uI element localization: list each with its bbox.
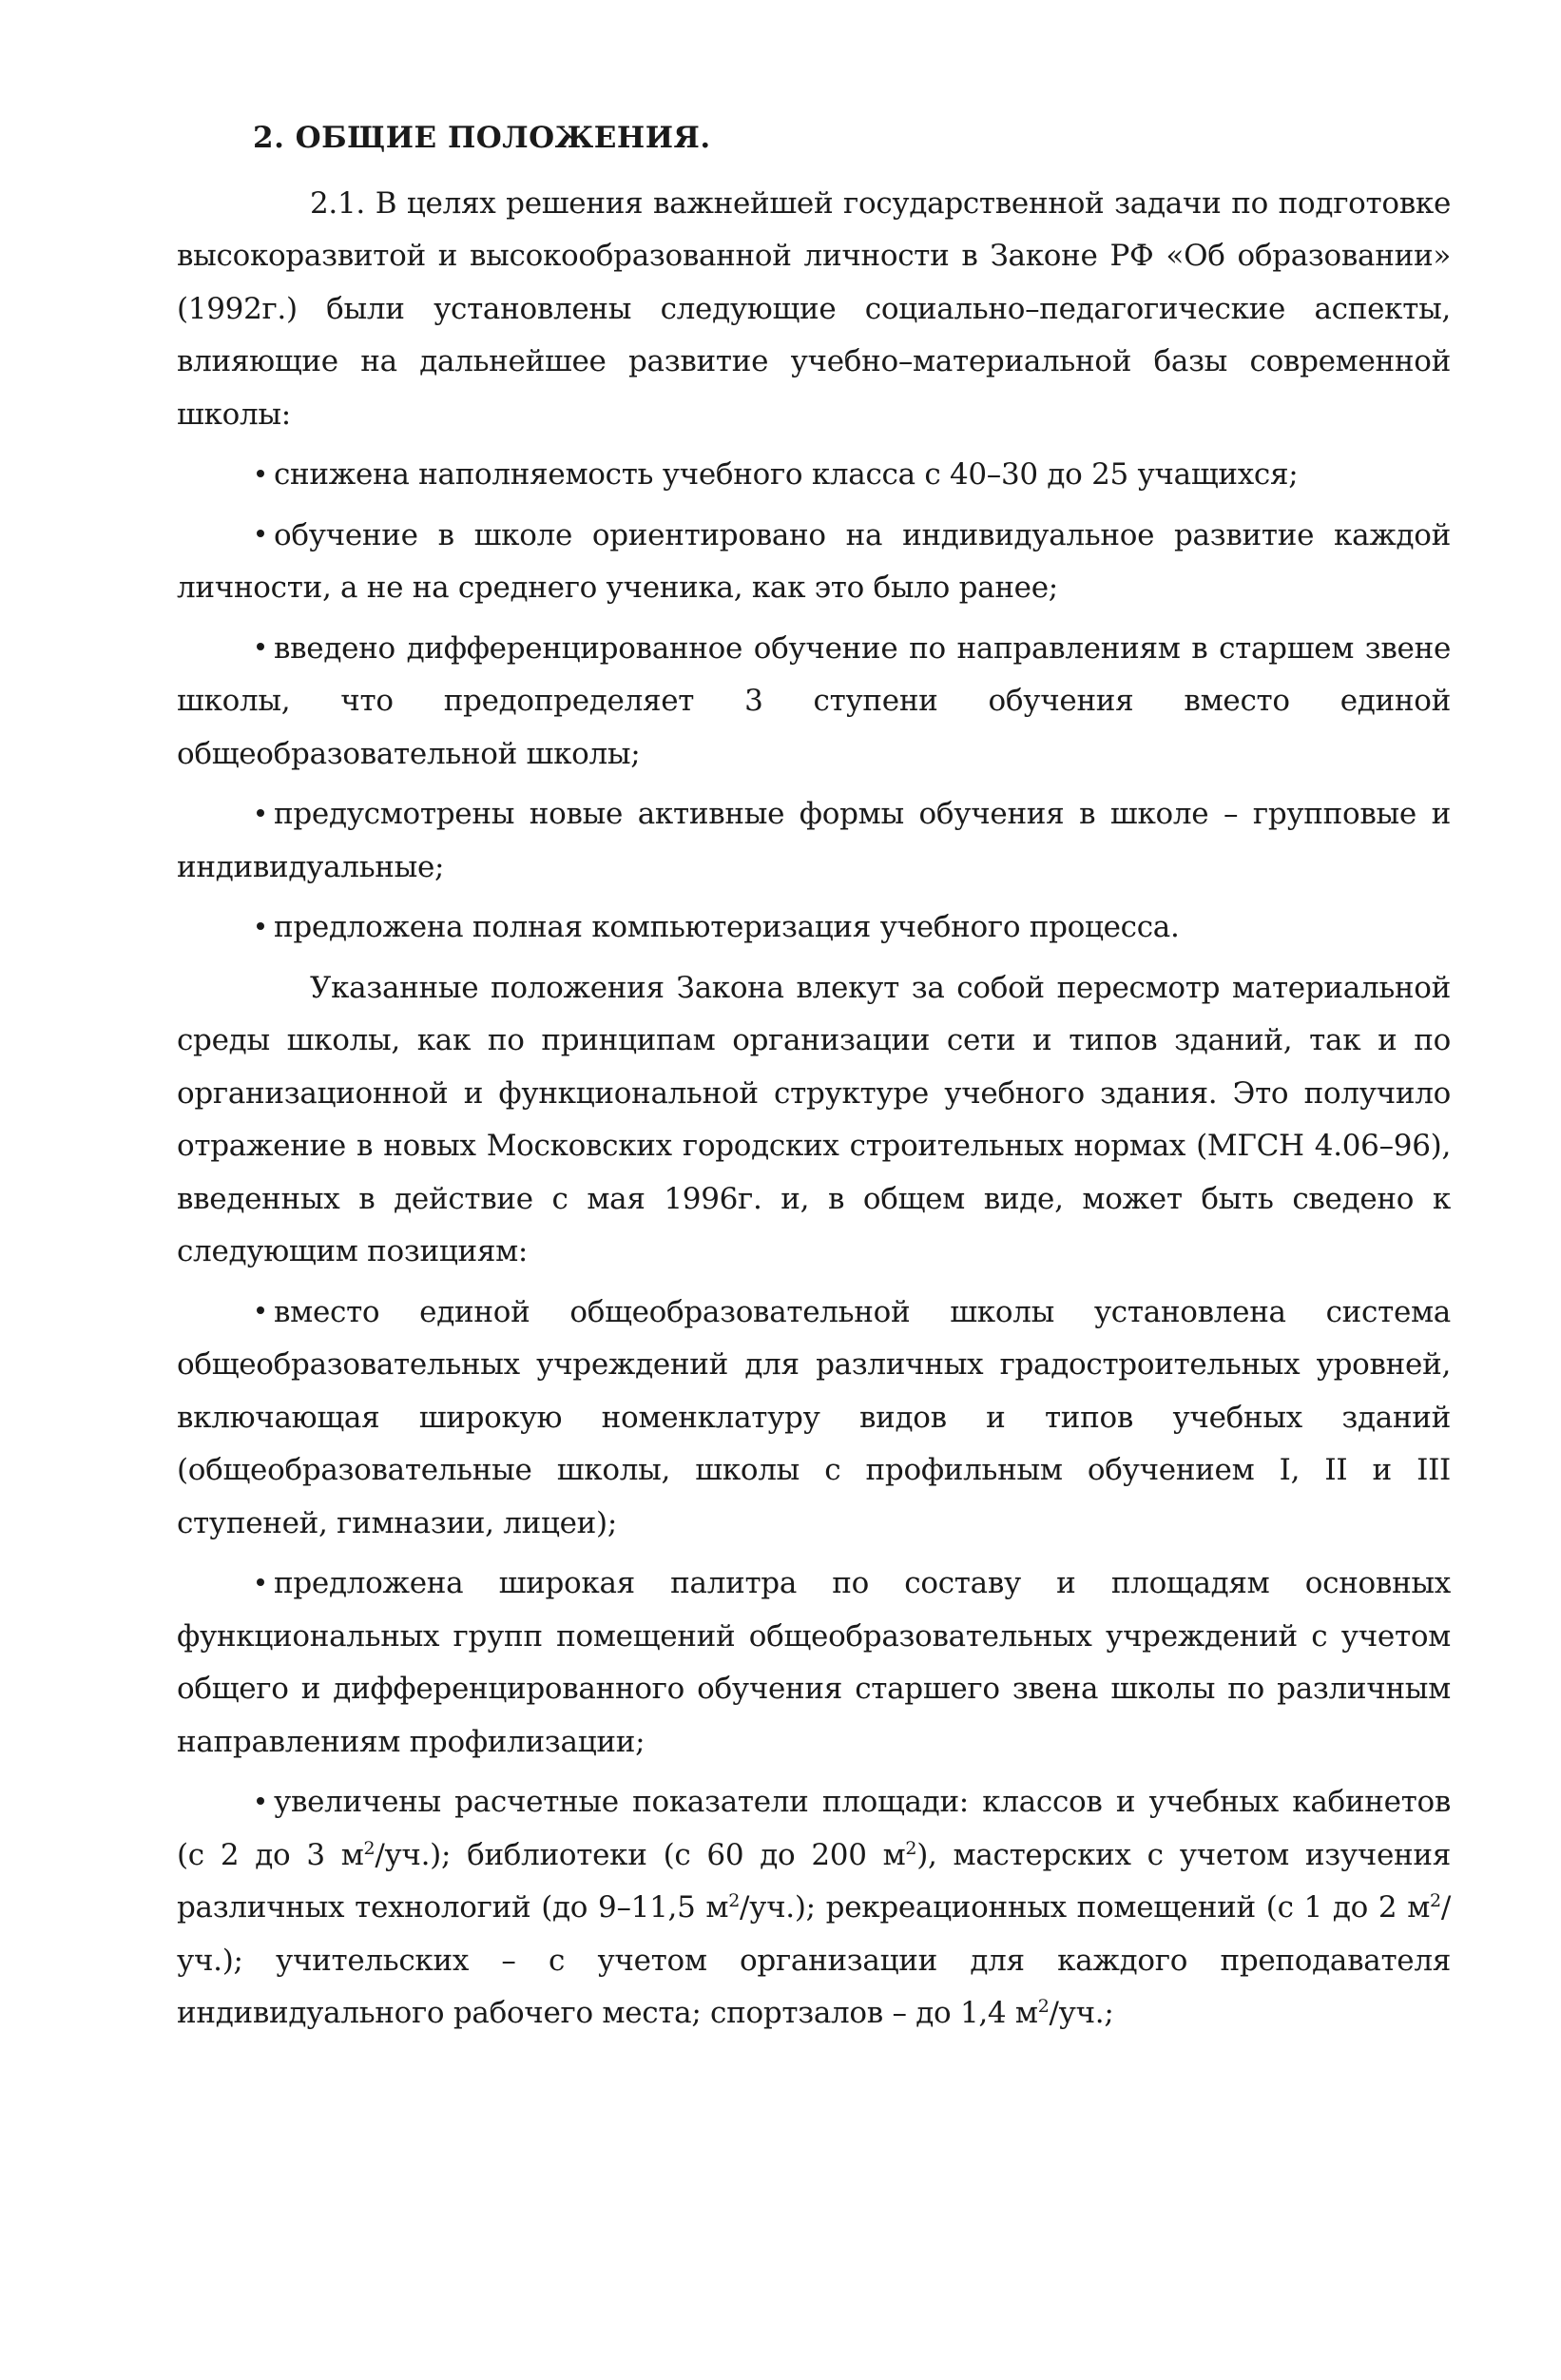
bullet-icon — [257, 470, 264, 477]
list-item-text: обучение в школе ориентировано на индивидуальное развитие каждой личности, а не на среднего ученика, как это было ранее; — [177, 517, 1451, 605]
bullet-icon — [257, 1797, 264, 1805]
list-item — [177, 788, 1451, 894]
list-item-text: снижена наполняемость учебного класса с 40–30 до 25 учащихся; — [274, 457, 1299, 492]
bullet-icon — [257, 530, 264, 537]
list-item-text: /уч.); библиотеки (с 60 до 200 м — [375, 1837, 906, 1872]
standards-paragraph: Указанные положения Закона влекут за собой пересмотр материальной среды школы, как по принципам организации сети и типов зданий, так и по организационной и функциональной структуре учебного здания. Это получило отражение в новых Московских городских строительных нормах (МГСН 4.06–96), введенных в действие с мая 1996г. и, в общем виде, может быть сведено к следующим позициям: — [177, 970, 1451, 1268]
list-item-text: /уч.); рекреационных помещений (с 1 до 2 м — [740, 1890, 1431, 1925]
superscript: 2 — [1430, 1890, 1441, 1911]
list-item-text: увеличены расчетные показатели площади: классов и учебных кабинетов (с 2 до 3 м — [177, 1785, 1451, 1872]
intro-paragraph: 2.1. В целях решения важнейшей государственной задачи по подготовке высокоразвитой и высокообразованной личности в Законе РФ «Об образовании» (1992г.) были установлены следующие социально–педагогические аспекты, влияющие на дальнейшее развитие учебно–материальной базы современной школы: — [177, 185, 1451, 432]
superscript: 2 — [1037, 1996, 1050, 2017]
list-item-text: /уч.; — [1049, 1996, 1114, 2030]
superscript: 2 — [363, 1837, 376, 1859]
bullet-icon — [257, 643, 264, 650]
bullet-icon — [257, 922, 264, 930]
list-item — [177, 1287, 1451, 1551]
list-item-text: предложена широкая палитра по составу и площадям основных функциональных групп помещений общеобразовательных учреждений с учетом общего и дифференцированного обучения старшего звена школы по различным направлениям профилизации; — [177, 1566, 1451, 1759]
list-item-text: вместо единой общеобразовательной школы установлена система общеобразовательных учреждений для различных градостроительных уровней, включающая широкую номенклатуру видов и типов учебных зданий (общеобразовательные школы, школы с профильным обучением I, II и III ступеней, гимназии, лицеи); — [177, 1294, 1451, 1540]
list-item-text: предусмотрены новые активные формы обучения в школе – групповые и индивидуальные; — [177, 797, 1451, 884]
list-item — [177, 1776, 1451, 2041]
list-item-text: /уч.); учительских – с учетом организации для каждого преподавателя индивидуального рабочего места; спортзалов – до 1,4 м — [177, 1890, 1451, 2030]
section-heading: 2. ОБЩИЕ ПОЛОЖЕНИЯ. — [253, 121, 711, 155]
bullet-icon — [257, 1578, 264, 1586]
list-item — [177, 623, 1451, 782]
bullet-icon — [257, 809, 264, 817]
list-item-text: предложена полная компьютеризация учебного процесса. — [274, 910, 1180, 944]
list-item — [177, 449, 1451, 502]
superscript: 2 — [905, 1837, 917, 1859]
bullet-icon — [257, 1306, 264, 1314]
list-item-text: введено дифференцированное обучение по направлениям в старшем звене школы, что предопределяет 3 ступени обучения вместо единой общеобразовательной школы; — [177, 630, 1451, 771]
document-page — [177, 112, 1451, 2048]
list-item — [177, 1558, 1451, 1769]
list-item — [177, 901, 1451, 955]
list-item — [177, 510, 1451, 615]
reform-aspects-list — [177, 449, 1451, 955]
superscript: 2 — [728, 1890, 741, 1911]
list-item-text: ), мастерских с учетом изучения различных технологий (до 9–11,5 м — [177, 1837, 1451, 1925]
standards-positions-list — [177, 1287, 1451, 2041]
